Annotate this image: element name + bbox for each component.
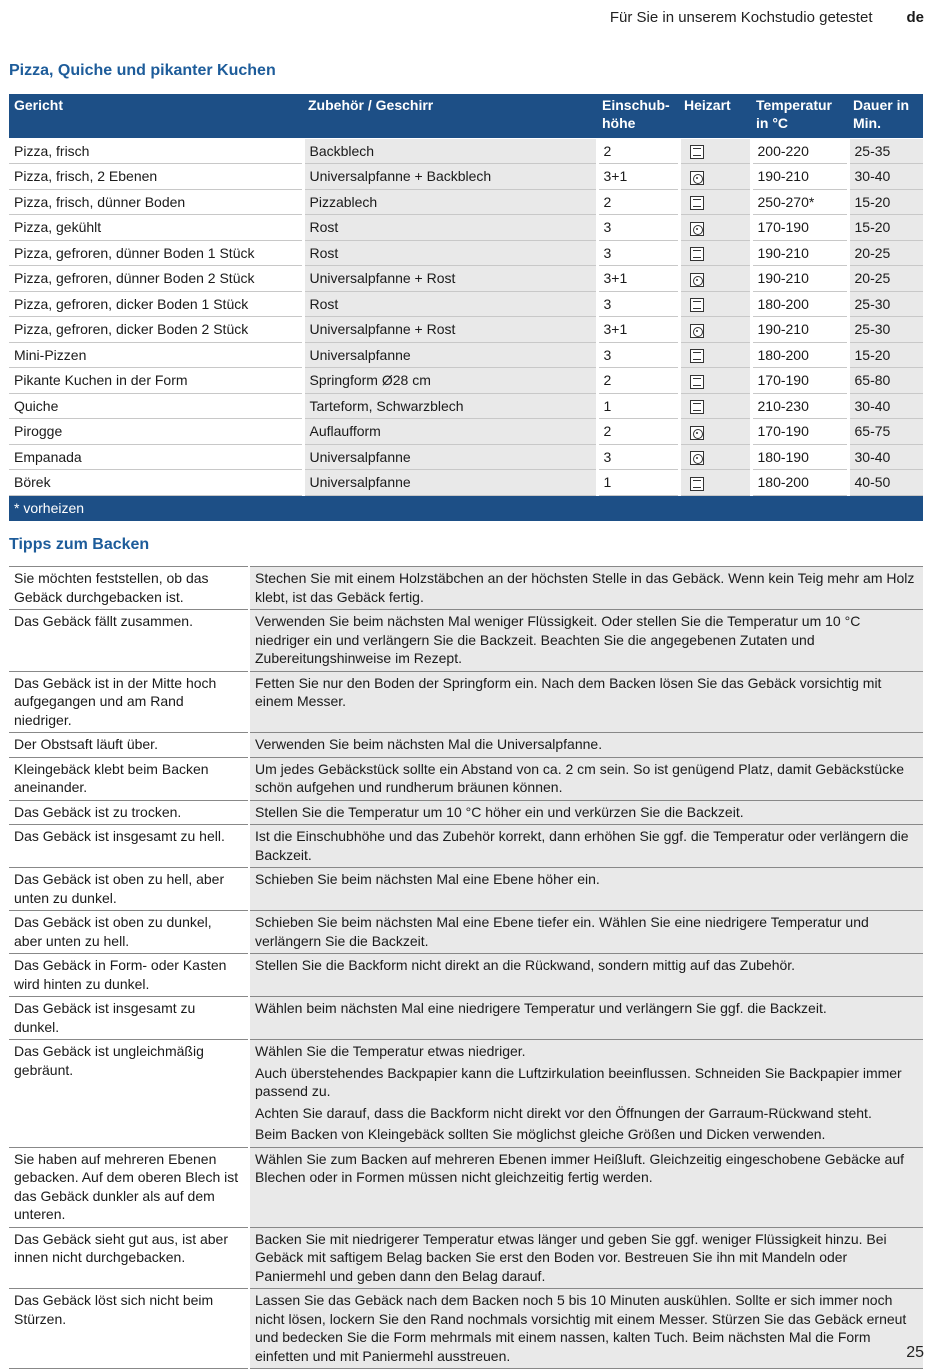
dish-cell: Quiche [9, 393, 303, 419]
tip-solution [249, 911, 923, 954]
tip-row [9, 733, 923, 758]
tips-section-title: Tipps zum Backen [9, 536, 150, 553]
tip-solution [249, 610, 923, 672]
heat-cell [679, 138, 751, 164]
dish-cell: Pizza, gefroren, dünner Boden 1 Stück [9, 240, 303, 266]
dish-cell: Pizza, gefroren, dünner Boden 2 Stück [9, 266, 303, 292]
table-row [9, 291, 923, 317]
tip-problem: Das Gebäck löst sich nicht beim Stürzen. [9, 1289, 249, 1369]
tip-solution-paragraph: Stellen Sie die Backform nicht direkt an die Rückwand, sondern mittig auf das Zubehör. [255, 957, 796, 973]
tip-solution-paragraph: Backen Sie mit niedrigerer Temperatur etwas länger und geben Sie ggf. weniger Flüssigkeit hinzu. Bei Gebäck mit saftigem Belag backen Sie erst den Boden vor. Bestreuen Sie ihn mit Mandeln oder Paniermehl und geben dann den Belag darauf. [255, 1230, 887, 1284]
pizza-table [9, 94, 923, 521]
tip-problem: Der Obstsaft läuft über. [9, 733, 249, 758]
page-number: 25 [906, 1344, 924, 1361]
tip-row [9, 868, 923, 911]
pizza-section-title: Pizza, Quiche und pikanter Kuchen [9, 62, 276, 79]
tip-problem: Sie möchten feststellen, ob das Gebäck durchgebacken ist. [9, 567, 249, 610]
tip-solution [249, 800, 923, 825]
tip-solution-paragraph: Ist die Einschubhöhe und das Zubehör korrekt, dann erhöhen Sie ggf. die Temperatur oder verlängern die Backzeit. [255, 828, 909, 863]
top-bottom-heat-icon [690, 145, 704, 159]
temp-cell: 170-190 [751, 419, 848, 445]
tip-problem: Das Gebäck ist insgesamt zu hell. [9, 825, 249, 868]
dish-cell: Pizza, gefroren, dicker Boden 1 Stück [9, 291, 303, 317]
level-cell: 3+1 [597, 266, 679, 292]
tip-problem: Das Gebäck ist in der Mitte hoch aufgegangen und am Rand niedriger. [9, 671, 249, 733]
dish-cell: Mini-Pizzen [9, 342, 303, 368]
temp-cell: 180-200 [751, 342, 848, 368]
tip-solution-paragraph: Um jedes Gebäckstück sollte ein Abstand von ca. 2 cm sein. So ist genügend Platz, damit Gebäckstücke schön aufgehen und rundherum bräunen können. [255, 760, 905, 795]
tip-solution-paragraph: Stellen Sie die Temperatur um 10 °C höher ein und verkürzen Sie die Backzeit. [255, 803, 744, 820]
accessory-cell: Universalpfanne [303, 444, 597, 470]
dish-cell: Pizza, frisch, 2 Ebenen [9, 164, 303, 190]
accessory-cell: Auflaufform [303, 419, 597, 445]
accessory-cell: Universalpfanne + Rost [303, 317, 597, 343]
table-row [9, 317, 923, 343]
temp-cell: 190-210 [751, 164, 848, 190]
dish-cell: Pizza, frisch, dünner Boden [9, 189, 303, 215]
temp-cell: 210-230 [751, 393, 848, 419]
tip-solution [249, 1147, 923, 1227]
table-row [9, 368, 923, 394]
level-cell: 2 [597, 368, 679, 394]
accessory-cell: Universalpfanne + Backblech [303, 164, 597, 190]
table-row [9, 393, 923, 419]
dish-cell: Pizza, frisch [9, 138, 303, 164]
level-cell: 3 [597, 342, 679, 368]
duration-cell: 20-25 [848, 240, 923, 266]
dish-cell: Pirogge [9, 419, 303, 445]
tip-solution-paragraph: Auch überstehendes Backpapier kann die Luftzirkulation beeinflussen. Schneiden Sie Backpapier immer passend zu. [255, 1064, 902, 1099]
tip-row [9, 911, 923, 954]
tip-solution-paragraph: Wählen Sie die Temperatur etwas niedriger. [255, 1043, 526, 1059]
tip-solution-paragraph: Achten Sie darauf, dass die Backform nicht direkt vor den Öffnungen der Garraum-Rückwand steht. [255, 1104, 872, 1121]
tip-solution [249, 1289, 923, 1369]
tip-row [9, 610, 923, 672]
tip-row [9, 825, 923, 868]
accessory-cell: Universalpfanne [303, 470, 597, 496]
tip-problem: Das Gebäck ist zu trocken. [9, 800, 249, 825]
duration-cell: 65-80 [848, 368, 923, 394]
level-cell: 3 [597, 240, 679, 266]
tip-solution-paragraph: Wählen beim nächsten Mal eine niedrigere Temperatur und verlängern Sie ggf. die Backzeit. [255, 1000, 827, 1016]
level-cell: 3 [597, 444, 679, 470]
tips-table [9, 566, 923, 1369]
tip-row [9, 1289, 923, 1369]
temp-cell: 180-200 [751, 470, 848, 496]
level-cell: 2 [597, 189, 679, 215]
heat-cell [679, 368, 751, 394]
tip-row [9, 757, 923, 800]
heat-cell [679, 215, 751, 241]
heat-cell [679, 444, 751, 470]
table-row [9, 138, 923, 164]
duration-cell: 25-30 [848, 291, 923, 317]
accessory-cell: Rost [303, 291, 597, 317]
level-cell: 1 [597, 393, 679, 419]
tip-row [9, 1147, 923, 1227]
temp-cell: 170-190 [751, 215, 848, 241]
tip-row [9, 800, 923, 825]
top-bottom-heat-icon [690, 349, 704, 363]
tip-row [9, 997, 923, 1040]
top-bottom-heat-icon [690, 247, 704, 261]
tip-solution-paragraph: Schieben Sie beim nächsten Mal eine Ebene tiefer ein. Wählen Sie eine niedrigere Temperatur und verlängern Sie die Backzeit. [255, 914, 869, 949]
tip-row [9, 567, 923, 610]
level-cell: 3 [597, 215, 679, 241]
tip-solution-paragraph: Verwenden Sie beim nächsten Mal weniger Flüssigkeit. Oder stellen Sie die Temperatur um 10 °C niedriger ein und verlängern Sie die Backzeit. Beachten Sie die angegebenen Zutaten und Zubereitungshinweise im Rezept. [255, 613, 861, 666]
tip-problem: Das Gebäck ist ungleichmäßig gebräunt. [9, 1040, 249, 1148]
accessory-cell: Universalpfanne + Rost [303, 266, 597, 292]
heat-cell [679, 470, 751, 496]
level-cell: 3 [597, 291, 679, 317]
dish-cell: Pizza, gefroren, dicker Boden 2 Stück [9, 317, 303, 343]
col-header-duration: Dauer in Min. [848, 94, 923, 138]
duration-cell: 25-35 [848, 138, 923, 164]
tip-solution [249, 954, 923, 997]
duration-cell: 25-30 [848, 317, 923, 343]
table-row [9, 240, 923, 266]
temp-cell: 190-210 [751, 240, 848, 266]
pizza-table-footnote-row [9, 495, 923, 521]
duration-cell: 15-20 [848, 189, 923, 215]
duration-cell: 15-20 [848, 215, 923, 241]
tip-problem: Das Gebäck ist oben zu dunkel, aber unten zu hell. [9, 911, 249, 954]
table-row [9, 470, 923, 496]
table-row [9, 444, 923, 470]
duration-cell: 65-75 [848, 419, 923, 445]
hot-air-icon [690, 273, 704, 287]
heat-cell [679, 419, 751, 445]
duration-cell: 30-40 [848, 444, 923, 470]
col-header-level [597, 94, 679, 138]
top-bottom-heat-icon [690, 196, 704, 210]
tip-row [9, 1040, 923, 1148]
table-row [9, 215, 923, 241]
heat-cell [679, 266, 751, 292]
col-header-temp: Temperatur in °C [751, 94, 848, 138]
duration-cell: 30-40 [848, 393, 923, 419]
hot-air-icon [690, 324, 704, 338]
tip-solution-paragraph: Fetten Sie nur den Boden der Springform ein. Nach dem Backen lösen Sie das Gebäck vorsichtig mit einem Messer. [255, 674, 882, 709]
dish-cell: Pikante Kuchen in der Form [9, 368, 303, 394]
table-row [9, 266, 923, 292]
accessory-cell: Tarteform, Schwarzblech [303, 393, 597, 419]
table-row [9, 164, 923, 190]
tip-solution [249, 868, 923, 911]
temp-cell: 190-210 [751, 317, 848, 343]
col-header-accessory: Zubehör / Geschirr [303, 94, 597, 138]
heat-cell [679, 291, 751, 317]
tip-solution [249, 733, 923, 758]
table-row [9, 419, 923, 445]
heat-cell [679, 189, 751, 215]
heat-cell [679, 317, 751, 343]
accessory-cell: Universalpfanne [303, 342, 597, 368]
dish-cell: Pizza, gekühlt [9, 215, 303, 241]
duration-cell: 20-25 [848, 266, 923, 292]
accessory-cell: Pizzablech [303, 189, 597, 215]
dish-cell: Börek [9, 470, 303, 496]
tip-solution-paragraph: Beim Backen von Kleingebäck sollten Sie möglichst gleiche Größen und Dicken verwenden. [255, 1126, 826, 1142]
tip-row [9, 1227, 923, 1289]
running-header [610, 9, 924, 26]
accessory-cell: Springform Ø28 cm [303, 368, 597, 394]
tip-row [9, 954, 923, 997]
tip-problem: Das Gebäck ist insgesamt zu dunkel. [9, 997, 249, 1040]
duration-cell: 40-50 [848, 470, 923, 496]
tip-problem: Kleingebäck klebt beim Backen aneinander. [9, 757, 249, 800]
language-tag: de [906, 9, 924, 26]
dish-cell: Empanada [9, 444, 303, 470]
top-bottom-heat-icon [690, 400, 704, 414]
heat-cell [679, 393, 751, 419]
tip-solution [249, 567, 923, 610]
tip-solution-paragraph: Lassen Sie das Gebäck nach dem Backen noch 5 bis 10 Minuten auskühlen. Sollte er sich immer noch nicht lösen, lockern Sie den Rand nochmals vorsichtig mit einem Messer. Stürzen Sie das Gebäck erneut und bedecken Sie die Form mehrmals mit einem nassen, kalten Tuch. Beim nächsten Mal die Form einfetten und mit Paniermehl ausstreuen. [255, 1292, 907, 1364]
temp-cell: 180-200 [751, 291, 848, 317]
heat-cell [679, 342, 751, 368]
col-header-dish: Gericht [9, 94, 303, 138]
heat-cell [679, 240, 751, 266]
col-header-level-text: Einschub-höhe [602, 97, 670, 131]
pizza-table-header [9, 94, 923, 138]
tip-solution-paragraph: Schieben Sie beim nächsten Mal eine Ebene höher ein. [255, 871, 600, 887]
level-cell: 1 [597, 470, 679, 496]
running-title: Für Sie in unserem Kochstudio getestet [609, 9, 873, 26]
temp-cell: 190-210 [751, 266, 848, 292]
hot-air-icon [690, 171, 704, 185]
tip-solution [249, 1227, 923, 1289]
tip-problem: Sie haben auf mehreren Ebenen gebacken. Auf dem oberen Blech ist das Gebäck dunkler als auf dem unteren. [9, 1147, 249, 1227]
tip-problem: Das Gebäck sieht gut aus, ist aber innen nicht durchgebacken. [9, 1227, 249, 1289]
footnote: * vorheizen [9, 495, 923, 521]
tip-solution-paragraph: Verwenden Sie beim nächsten Mal die Universalpfanne. [255, 736, 603, 752]
hot-air-icon [690, 222, 704, 236]
temp-cell: 250-270* [751, 189, 848, 215]
top-bottom-heat-icon [690, 477, 704, 491]
tip-solution [249, 757, 923, 800]
tip-solution [249, 1040, 923, 1148]
tip-solution-paragraph: Wählen Sie zum Backen auf mehreren Ebenen immer Heißluft. Gleichzeitig eingeschobene Gebäcke auf Blechen oder in Formen müssen nicht gleichzeitig fertig werden. [255, 1150, 905, 1185]
tip-problem: Das Gebäck fällt zusammen. [9, 610, 249, 672]
level-cell: 2 [597, 419, 679, 445]
top-bottom-heat-icon [690, 375, 704, 389]
level-cell: 2 [597, 138, 679, 164]
col-header-heat: Heizart [679, 94, 751, 138]
accessory-cell: Rost [303, 215, 597, 241]
top-bottom-heat-icon [690, 298, 704, 312]
tip-solution [249, 825, 923, 868]
level-cell: 3+1 [597, 164, 679, 190]
tip-problem: Das Gebäck ist oben zu hell, aber unten zu dunkel. [9, 868, 249, 911]
tip-solution [249, 671, 923, 733]
table-row [9, 189, 923, 215]
temp-cell: 200-220 [751, 138, 848, 164]
accessory-cell: Rost [303, 240, 597, 266]
level-cell: 3+1 [597, 317, 679, 343]
heat-cell [679, 164, 751, 190]
table-row [9, 342, 923, 368]
accessory-cell: Backblech [303, 138, 597, 164]
tip-solution-paragraph: Stechen Sie mit einem Holzstäbchen an der höchsten Stelle in das Gebäck. Wenn kein Teig mehr am Holz klebt, ist das Gebäck fertig. [255, 570, 915, 605]
duration-cell: 15-20 [848, 342, 923, 368]
duration-cell: 30-40 [848, 164, 923, 190]
temp-cell: 180-190 [751, 444, 848, 470]
tip-solution [249, 997, 923, 1040]
temp-cell: 170-190 [751, 368, 848, 394]
tip-problem: Das Gebäck in Form- oder Kasten wird hinten zu dunkel. [9, 954, 249, 997]
hot-air-icon [690, 426, 704, 440]
hot-air-icon [690, 451, 704, 465]
tip-row [9, 671, 923, 733]
